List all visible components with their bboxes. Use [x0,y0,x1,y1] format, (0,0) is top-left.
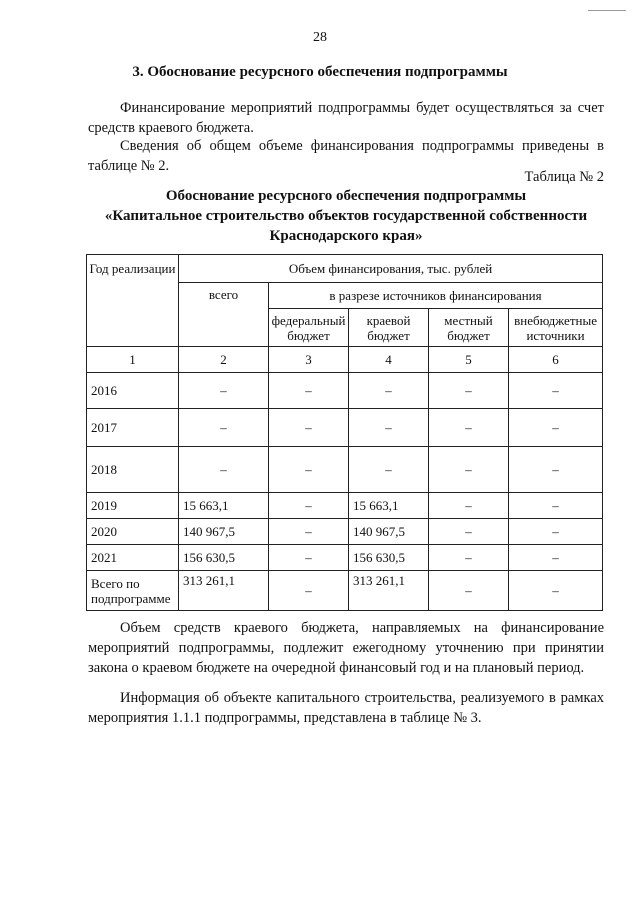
cell-regional: – [349,373,429,409]
paragraph-capital-object-info: Информация об объекте капитального строительства, реализуемого в рамках мероприятия 1.1.1 подпрограммы, представлена в таблице № 3. [88,690,604,726]
cell-regional: 156 630,5 [349,545,429,571]
table-row [87,409,603,447]
cell-year: 2018 [87,447,179,493]
cell-total: – [179,373,269,409]
cell-local: – [429,373,509,409]
header-total: всего [179,283,269,347]
column-number: 6 [509,347,603,373]
header-federal: федеральный бюджет [269,309,349,347]
header-local: местный бюджет [429,309,509,347]
cell-regional: 140 967,5 [349,519,429,545]
cell-total: 15 663,1 [179,493,269,519]
cell-extra: – [509,545,603,571]
cell-local: – [429,447,509,493]
column-number: 2 [179,347,269,373]
cell-extra: – [509,571,603,611]
table-row [87,373,603,409]
cell-local: – [429,519,509,545]
table-row [87,545,603,571]
cell-extra: – [509,493,603,519]
table-title-line-3: Краснодарского края» [269,228,423,244]
cell-regional: – [349,447,429,493]
cell-federal: – [269,545,349,571]
column-number: 1 [87,347,179,373]
corner-mark [588,10,626,11]
paragraph-annual-adjustment: Объем средств краевого бюджета, направляемых на финансирование мероприятий подпрограммы, подлежит ежегодному уточнению при принятии закона о краевом бюджете на очередной финансовый год и на плановый период. [88,620,604,676]
cell-year: 2020 [87,519,179,545]
table-row [87,447,603,493]
cell-year-total: Всего по подпрограмме [87,571,179,611]
financing-table [86,254,603,611]
cell-federal: – [269,519,349,545]
cell-total: 156 630,5 [179,545,269,571]
cell-regional: 313 261,1 [349,571,429,611]
cell-year: 2021 [87,545,179,571]
cell-regional: – [349,409,429,447]
cell-total: – [179,409,269,447]
header-volume: Объем финансирования, тыс. рублей [179,255,603,283]
cell-total: 140 967,5 [179,519,269,545]
header-regional: краевой бюджет [349,309,429,347]
cell-regional: 15 663,1 [349,493,429,519]
cell-federal: – [269,493,349,519]
cell-extra: – [509,409,603,447]
cell-local: – [429,571,509,611]
column-number: 5 [429,347,509,373]
cell-local: – [429,493,509,519]
cell-extra: – [509,373,603,409]
cell-federal: – [269,409,349,447]
table-row [87,519,603,545]
cell-federal: – [269,571,349,611]
table-label: Таблица № 2 [524,169,604,185]
column-number-row [87,347,603,373]
header-extra: внебюджетные источники [509,309,603,347]
paragraph-funding-source: Финансирование мероприятий подпрограммы будет осуществляться за счет средств краевого бюджета. [88,100,604,136]
paragraph-table-reference: Сведения об общем объеме финансирования подпрограммы приведены в таблице № 2. [88,138,604,174]
column-number: 4 [349,347,429,373]
table-total-row [87,571,603,611]
cell-federal: – [269,373,349,409]
table-title-line-1: Обоснование ресурсного обеспечения подпрограммы [165,188,527,204]
cell-year: 2016 [87,373,179,409]
page-number: 28 [313,30,327,45]
cell-extra: – [509,519,603,545]
header-year: Год реализации [87,255,179,347]
column-number: 3 [269,347,349,373]
cell-total: – [179,447,269,493]
cell-extra: – [509,447,603,493]
cell-local: – [429,545,509,571]
cell-year: 2017 [87,409,179,447]
header-by-source: в разрезе источников финансирования [269,283,603,309]
cell-year: 2019 [87,493,179,519]
cell-local: – [429,409,509,447]
table-row [87,493,603,519]
cell-total: 313 261,1 [179,571,269,611]
cell-federal: – [269,447,349,493]
table-title-line-2: «Капитальное строительство объектов государственной собственности [104,208,588,224]
table-title [90,186,602,246]
table-header-row [87,255,603,283]
section-title: 3. Обоснование ресурсного обеспечения подпрограммы [132,64,508,80]
